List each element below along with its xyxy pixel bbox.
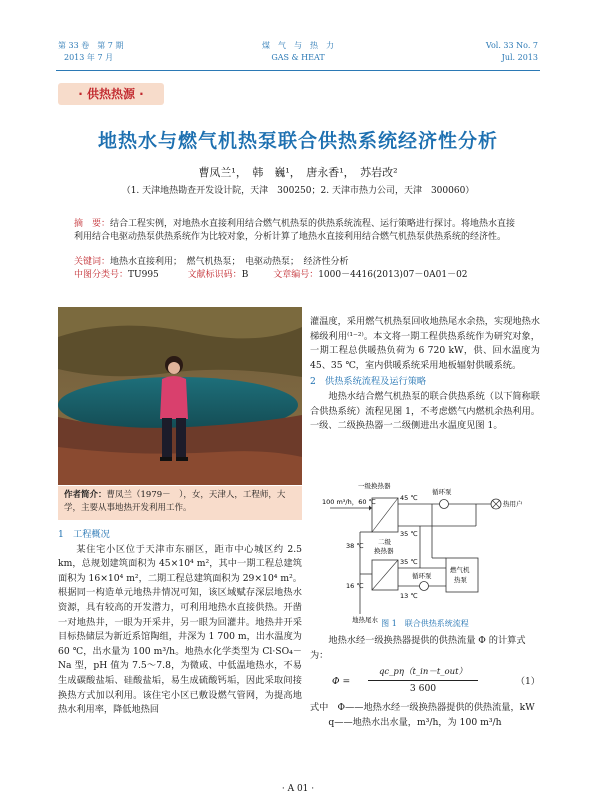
gas-heat-pump-unit — [446, 558, 478, 592]
clc-value: TU995 — [128, 270, 159, 281]
temp-38: 38 ℃ — [346, 542, 364, 550]
equation-1 — [310, 665, 540, 701]
page-number: · A 01 · — [281, 784, 315, 794]
article-number-label: 文章编号： — [273, 270, 319, 281]
article-meta — [74, 256, 534, 282]
abstract — [74, 218, 524, 244]
abstract-text: 结合工程实例，对地热水直接利用结合燃气机热泵的供热系统流程、运行策略进行探讨。将地热水直接利用结合电驱动热泵供热系统作为比较对象，分析计算了地热水直接利用结合燃气机热泵供热系统的经济性。 — [74, 219, 516, 243]
doc-code-value: B — [241, 270, 249, 281]
classification-row — [74, 269, 534, 282]
tail-water-label: 地热尾水 — [352, 616, 378, 624]
temp-45-a: 45 ℃ — [400, 494, 418, 502]
bio-text: 曹凤兰（1979－ ），女，天津人，工程师，大学，主要从事地热开发利用工作。 — [64, 490, 286, 513]
where-clause-2: q——地热水出水量，m³/h，为 100 m³/h — [328, 716, 502, 728]
heat-user-label: 热用户 — [503, 500, 523, 508]
body-paragraph-1: 某住宅小区位于天津市东丽区，距市中心城区约 2.5 km，总规划建筑面积为 45×10⁴ m²，其中一期工程总建筑面积为 16×10⁴ m²，二期工程总建筑面积为 29×10⁴ m²。根据同一构造单元地热井情况可知，该区域赋存深层地热水资源，具有较高的开发潜力，可利用地热水直接供热。开凿一对地热井，一眼为开采井，另一眼为回灌井。地热井开采目标热储层为新近系馆陶组，井深为 1 700 m，出水温度为 60 ℃，出水量为 100 m³/h。地热水化学类型为 Cl·SO₄－Na 型，pH 值为 7.5～7.8，为微咸、中低温地热水，不易生成碳酸盐垢、硅酸盐垢，易生成硫酸钙垢，因此采取间接换热方式加以利用。该住宅小区已敷设燃气管网，为提高地热水利用率，降低地热回 — [58, 543, 302, 716]
figure-1 — [320, 474, 540, 624]
author-affiliation: （1. 天津地热勘查开发设计院，天津 300250；2. 天津市热力公司，天津 300060） — [121, 186, 475, 196]
formula-block — [310, 634, 540, 730]
pump-1-label: 循环泵 — [432, 488, 452, 496]
circulation-pump-1-icon — [440, 500, 449, 509]
formula-intro: 地热水经一级换热器提供的供热流量 Φ 的计算式为： — [310, 635, 526, 661]
author-photo-image — [58, 307, 302, 485]
equation-denominator: 3 600 — [409, 683, 437, 695]
figure-1-caption: 图 1 联合供热系统流程 — [381, 619, 469, 628]
body-paragraph-2: 灌温度，采用燃气机热泵回收地热尾水余热，实现地热水梯级利用⁽¹⁻²⁾。本文将一期工程供热系统作为研究对象，一期工程总供暖热负荷为 6 720 kW，供、回水温度为 45、35 ℃，室内供暖系统采用地板辐射供暖系统。 — [310, 316, 540, 371]
header-volume-en-block — [486, 40, 538, 64]
article-title: 地热水与燃气机热泵联合供热系统经济性分析 — [97, 130, 498, 152]
inflow-label: 100 m³/h，60 ℃ — [322, 498, 376, 506]
author-list: 曹凤兰¹， 韩 巍¹， 唐永香¹， 苏岩改² — [198, 166, 398, 179]
hx2-label-line1: 二级 — [378, 538, 391, 546]
flow-diagram — [320, 474, 540, 624]
left-column — [58, 528, 302, 718]
header-journal-en: GAS & HEAT — [271, 53, 325, 62]
equation-lhs: Φ = — [332, 676, 351, 688]
where-phi-def: 地热水经一级换热器提供的供热流量，kW — [363, 702, 535, 714]
hx2-label-line2: 换热器 — [374, 547, 394, 555]
keywords-label: 关键词： — [74, 257, 111, 267]
equation-numerator: qc_pη（t_in－t_out） — [368, 665, 478, 681]
right-column — [310, 315, 540, 434]
body-paragraph-3: 地热水结合燃气机热泵的联合供热系统（以下简称联合供热系统）流程见图 1，不考虑燃气内燃机余热利用。一级、二级换热器一二级侧进出水温度见图 1。 — [310, 390, 540, 432]
bio-label: 作者简介： — [64, 490, 107, 500]
heat-pump-label-line2: 热泵 — [454, 576, 467, 584]
circulation-pump-2-icon — [420, 582, 429, 591]
header-date-cn: 2013 年 7 月 — [64, 53, 114, 62]
where-clause-1 — [310, 701, 540, 716]
hx1-label: 一级换热器 — [358, 482, 391, 490]
category-tag: · 供热热源 · — [58, 83, 164, 105]
heat-pump-label-line1: 燃气机 — [450, 566, 470, 574]
clc-label: 中图分类号： — [74, 270, 129, 281]
section-heading-2: 2 供热系统流程及运行策略 — [310, 376, 427, 388]
keywords-row — [74, 256, 534, 269]
temp-13: 13 ℃ — [400, 592, 418, 600]
where-prefix: 式中 Φ—— — [310, 702, 364, 714]
doc-code-label: 文献标识码： — [187, 270, 242, 281]
temp-16: 16 ℃ — [346, 582, 364, 590]
section-heading-1: 1 工程概况 — [58, 529, 110, 540]
header-date-en: Jul. 2013 — [501, 53, 538, 62]
header-divider — [56, 70, 540, 71]
header-volume-cn: 第 33 卷 第 7 期 — [58, 41, 124, 50]
author-photo — [58, 307, 302, 485]
article-number-value: 1000－4416(2013)07－0A01－02 — [318, 270, 468, 281]
temp-35-a: 35 ℃ — [400, 530, 418, 538]
pump-2-label: 循环泵 — [412, 572, 432, 580]
abstract-label: 摘 要： — [74, 219, 111, 229]
temp-35-b: 35 ℃ — [400, 558, 418, 566]
header-volume-en: Vol. 33 No. 7 — [485, 41, 538, 50]
equation-number: （1） — [515, 676, 540, 688]
header-journal-cn: 煤 气 与 热 力 — [262, 41, 334, 50]
author-bio — [58, 486, 302, 520]
keywords-text: 地热水直接利用； 燃气机热泵； 电驱动热泵； 经济性分析 — [110, 257, 349, 267]
